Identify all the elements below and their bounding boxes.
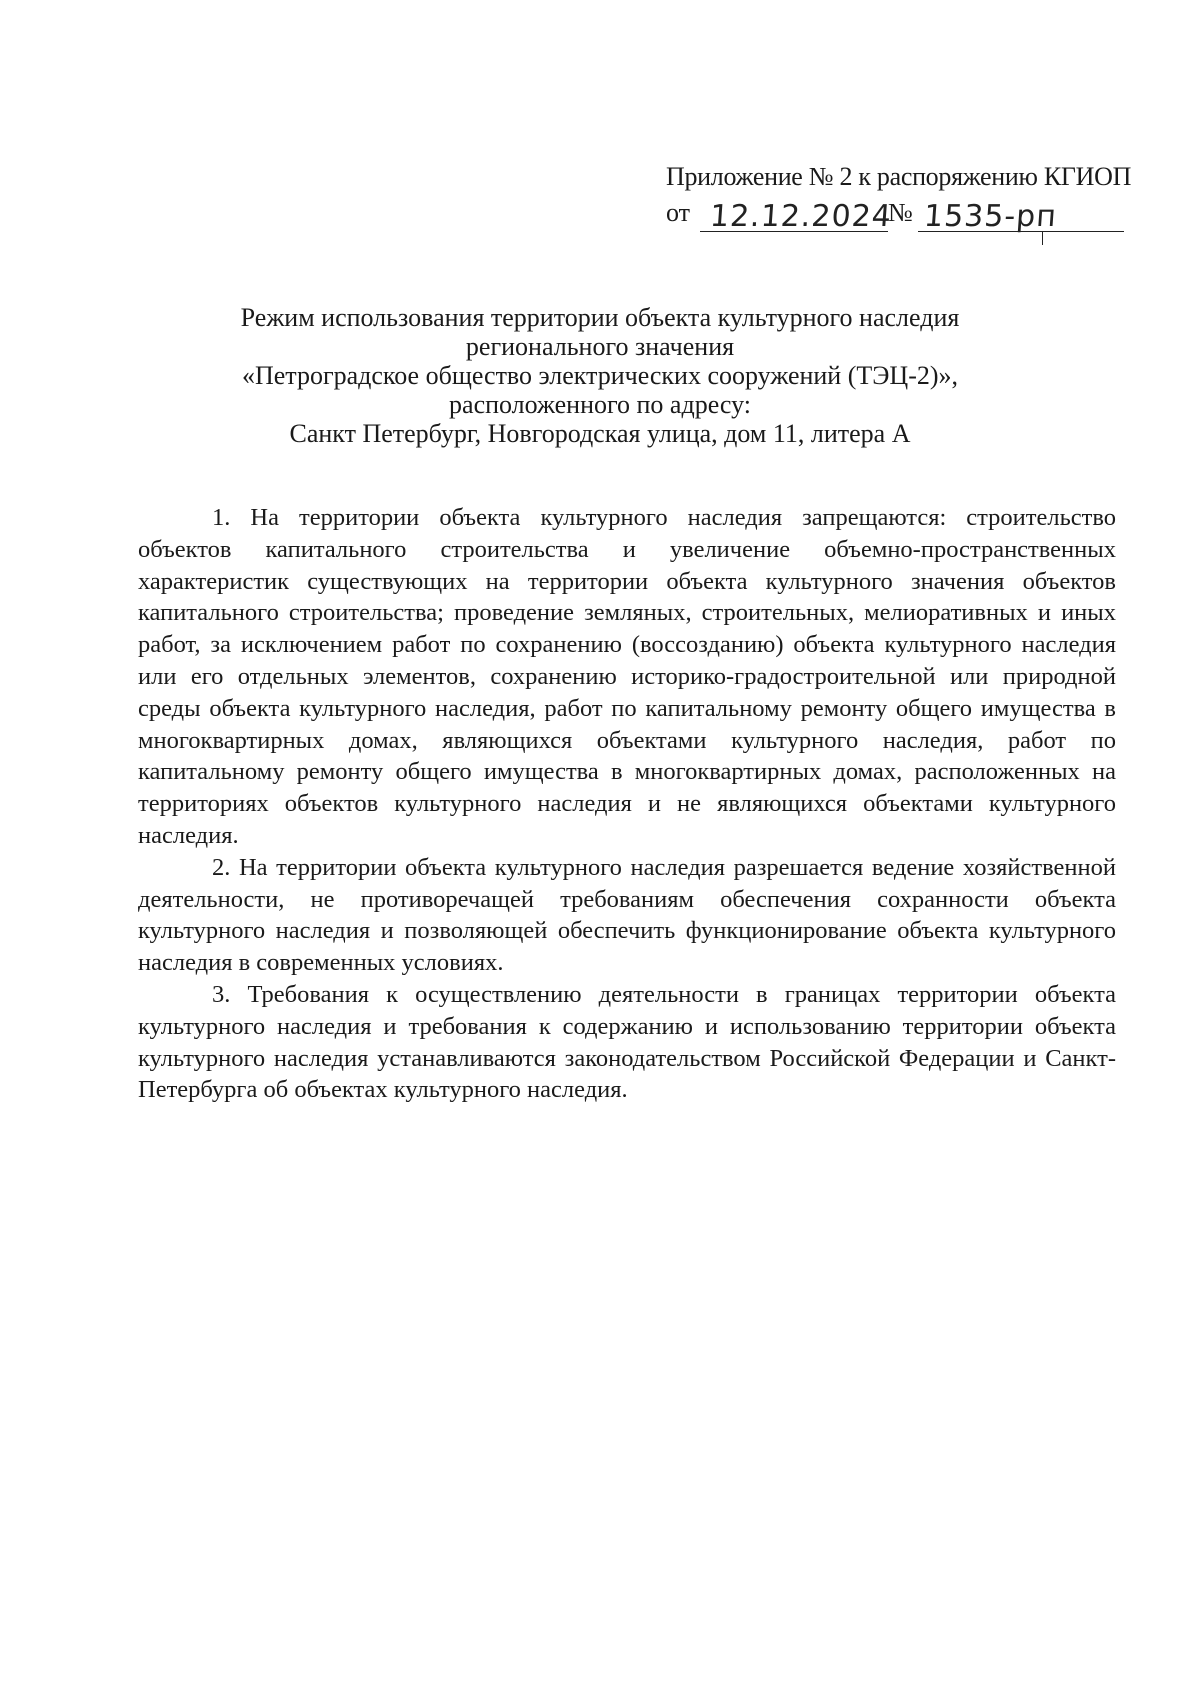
annex-heading: Приложение № 2 к распоряжению КГИОП <box>666 162 1132 191</box>
title-line: расположенного по адресу: <box>449 390 751 419</box>
number-label: № <box>888 198 913 227</box>
handwriting-stroke <box>1042 231 1043 245</box>
handwritten-date: 12.12.2024 <box>708 199 894 234</box>
annex-header <box>666 160 1132 234</box>
document-title <box>160 303 1040 448</box>
annex-date-number-line <box>666 194 1126 234</box>
number-underline <box>918 199 1124 234</box>
from-label: от <box>666 198 691 227</box>
title-line: «Петроградское общество электрических сооружений (ТЭЦ-2)», <box>241 361 959 390</box>
handwritten-number: 1535-рп <box>922 199 1059 234</box>
paragraph-2: 2. На территории объекта культурного наследия разрешается ведение хозяйственной деятельности, не противоречащей требованиям обеспечения сохранности объекта культурного наследия и позволяющей обеспечить функционирование объекта культурного наследия в современных условиях. <box>138 853 1116 977</box>
date-underline <box>700 199 894 234</box>
paragraph-3: 3. Требования к осуществлению деятельности в границах территории объекта культурного наследия и требования к содержанию и использованию территории объекта культурного наследия устанавливаются законодательством Российской Федерации и Санкт-Петербурга об объектах культурного наследия. <box>138 980 1116 1104</box>
title-line: регионального значения <box>465 332 735 361</box>
paragraph-1: 1. На территории объекта культурного наследия запрещаются: строительство объектов капитального строительства и увеличение объемно-пространственных характеристик существующих на территории объекта культурного значения объектов капитального строительства; проведение земляных, строительных, мелиоративных и иных работ, за исключением работ по сохранению (воссозданию) объекта культурного наследия или его отдельных элементов, сохранению историко-градостроительной или природной среды объекта культурного наследия, работ по капитальному ремонту общего имущества в многоквартирных домах, являющихся объектами культурного наследия, работ по капитальному ремонту общего имущества в многоквартирных домах, расположенных на территориях объектов культурного наследия и не являющихся объектами культурного наследия. <box>138 504 1116 849</box>
document-body <box>138 502 1116 1106</box>
title-line: Санкт Петербург, Новгородская улица, дом 11, литера А <box>289 419 911 448</box>
title-line: Режим использования территории объекта культурного наследия <box>240 303 960 332</box>
